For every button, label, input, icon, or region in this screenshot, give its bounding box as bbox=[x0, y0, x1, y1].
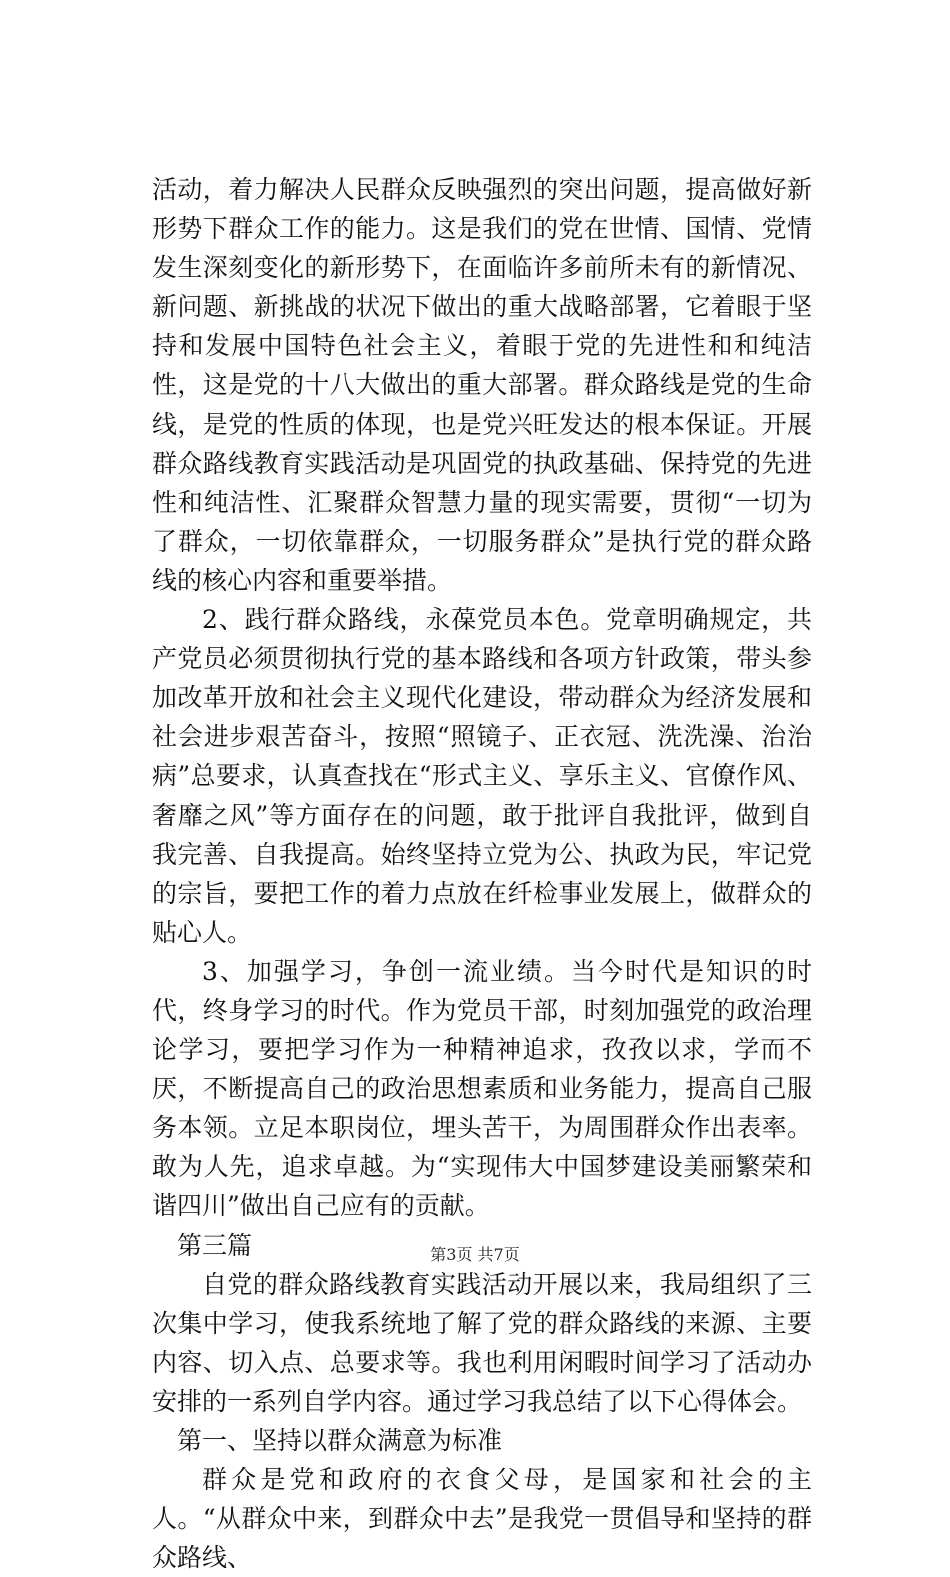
paragraph-point-3: 3、加强学习，争创一流业绩。当今时代是知识的时代，终身学习的时代。作为党员干部，时刻加强党的政治理论学习，要把学习作为一种精神追求，孜孜以求，学而不厌，不断提高自己的政治思想素质和业务能力，提高自己服务本领。立足本职岗位，埋头苦干，为周围群众作出表率。敢为人先，追求卓越。为“实现伟大中国梦建设美丽繁荣和谐四川”做出自己应有的贡献。 bbox=[152, 956, 812, 1221]
paragraph-last: 群众是党和政府的衣食父母，是国家和社会的主人。“从群众中来，到群众中去”是我党一贯倡导和坚持的群众路线、 bbox=[152, 1465, 812, 1573]
section-heading: 第三篇 bbox=[177, 1230, 253, 1260]
paragraph-point-2: 2、践行群众路线，永葆党员本色。党章明确规定，共产党员必须贯彻执行党的基本路线和各项方针政策，带头参加改革开放和社会主义现代化建设，带动群众为经济发展和社会进步艰苦奋斗，按照“照镜子、正衣冠、洗洗澡、治治病”总要求，认真查找在“形式主义、享乐主义、官僚作风、奢靡之风”等方面存在的问题，敢于批评自我批评，做到自我完善、自我提高。始终坚持立党为公、执政为民，牢记党的宗旨，要把工作的着力点放在纤检事业发展上，做群众的贴心人。 bbox=[152, 605, 812, 947]
document-body bbox=[152, 170, 812, 1577]
subheading-first: 第一、坚持以群众满意为标准 bbox=[177, 1426, 503, 1455]
paragraph-continuation: 活动，着力解决人民群众反映强烈的突出问题，提高做好新形势下群众工作的能力。这是我们的党在世情、国情、党情发生深刻变化的新形势下，在面临许多前所未有的新情况、新问题、新挑战的状况下做出的重大战略部署，它着眼于坚持和发展中国特色社会主义，着眼于党的先进性和和纯洁性，这是党的十八大做出的重大部署。群众路线是党的生命线，是党的性质的体现，也是党兴旺发达的根本保证。开展群众路线教育实践活动是巩固党的执政基础、保持党的先进性和纯洁性、汇聚群众智慧力量的现实需要，贯彻“一切为了群众，一切依靠群众，一切服务群众”是执行党的群众路线的核心内容和重要举措。 bbox=[152, 175, 812, 595]
page-footer: 第3页 共7页 bbox=[430, 1245, 520, 1264]
paragraph-intro: 自党的群众路线教育实践活动开展以来，我局组织了三次集中学习，使我系统地了解了党的群众路线的来源、主要内容、切入点、总要求等。我也利用闲暇时间学习了活动办安排的一系列自学内容。通过学习我总结了以下心得体会。 bbox=[152, 1269, 812, 1416]
